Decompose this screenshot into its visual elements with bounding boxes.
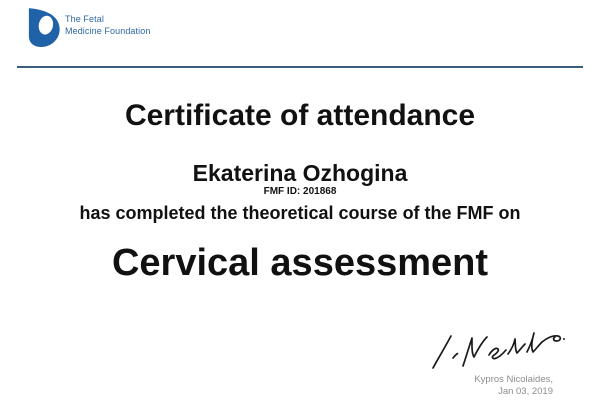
signature-date: Jan 03, 2019 <box>498 386 553 397</box>
logo-text-line1: The Fetal <box>65 14 104 24</box>
signer-name: Kypros Nicolaides, <box>474 374 553 385</box>
recipient-name: Ekaterina Ozhogina <box>192 160 408 186</box>
fmf-logo-icon <box>27 7 61 47</box>
logo-text-line2: Medicine Foundation <box>65 25 151 36</box>
course-title: Cervical assessment <box>111 242 489 284</box>
certificate-title: Certificate of attendance <box>124 99 476 132</box>
attendance-statement: has completed the theoretical course of the FMF on <box>79 203 521 223</box>
logo-text <box>65 14 150 37</box>
signature-icon <box>426 326 571 381</box>
fmf-id: FMF ID: 201868 <box>263 186 337 197</box>
header-divider <box>17 66 583 68</box>
signature-credit <box>474 374 553 398</box>
